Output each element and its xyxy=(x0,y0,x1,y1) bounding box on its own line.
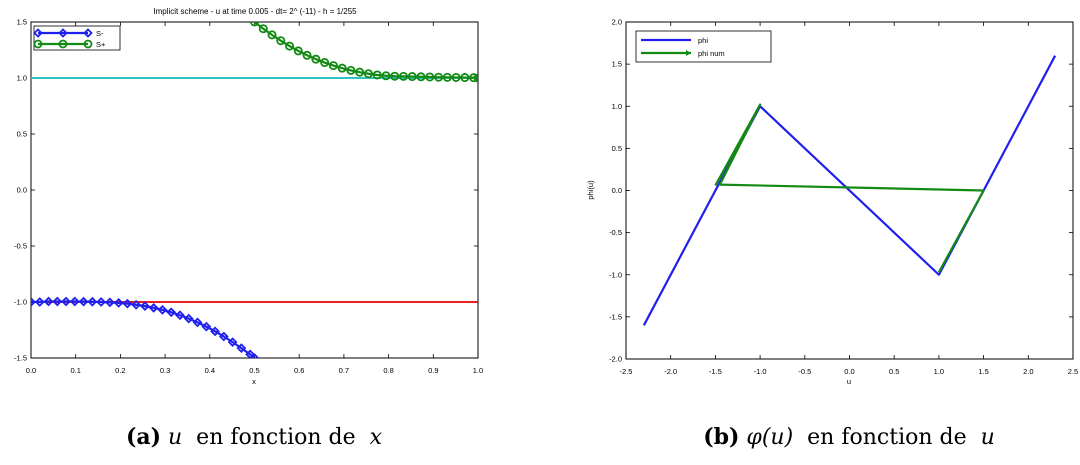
chart-b-x-tick-label: 0.5 xyxy=(888,367,900,376)
chart-b-x-tick-label: -0.5 xyxy=(798,367,812,376)
chart-b-x-tick-label: 1.5 xyxy=(978,367,989,376)
caption-b-var1: φ(u) xyxy=(746,425,794,450)
chart-a-x-axis-label: x xyxy=(252,377,256,386)
legend-label-s-plus: S+ xyxy=(96,40,106,49)
chart-a-y-tick-label: -1.5 xyxy=(14,353,27,363)
chart-phi-vs-u xyxy=(586,18,1078,450)
legend-label-phi-num: phi num xyxy=(698,49,725,58)
legend-label-phi: phi xyxy=(698,36,709,45)
chart-b-y-tick-label: -2.0 xyxy=(609,354,622,364)
caption-b-mid: en fonction de xyxy=(800,425,974,450)
chart-b-y-tick-label: 0.0 xyxy=(611,186,622,196)
chart-a-x-tick-label: 0.9 xyxy=(428,366,439,375)
chart-b-y-tick-label: -1.0 xyxy=(609,270,622,280)
chart-a-y-tick-label: -1.0 xyxy=(14,297,27,307)
chart-a-x-tick-label: 0.5 xyxy=(249,366,260,375)
caption-a-var1: u xyxy=(168,425,183,450)
chart-a-y-tick-label: -0.5 xyxy=(14,241,27,251)
chart-a-x-tick-label: 0.6 xyxy=(293,366,305,375)
chart-a-x-tick-label: 0.0 xyxy=(25,366,37,375)
chart-a-y-tick-label: 0.5 xyxy=(16,129,27,139)
chart-a-x-tick-label: 0.2 xyxy=(115,366,126,375)
chart-b-x-tick-label: -1.5 xyxy=(708,367,722,376)
chart-b-x-tick-label: -2.5 xyxy=(619,367,633,376)
chart-b-x-axis-label: u xyxy=(846,377,852,386)
chart-a-y-tick-label: 1.5 xyxy=(16,17,27,27)
chart-a-x-tick-label: 0.4 xyxy=(204,366,216,375)
chart-u-vs-x xyxy=(14,7,483,450)
chart-a-y-tick-label: 1.0 xyxy=(16,73,27,83)
chart-b-x-tick-label: -1.0 xyxy=(753,367,767,376)
chart-b-y-axis-label: phi(u) xyxy=(586,180,595,200)
chart-a-x-tick-label: 1.0 xyxy=(472,366,484,375)
caption-b-var2: u xyxy=(980,425,995,450)
chart-a-title: Implicit scheme - u at time 0.005 - dt= 2^ (-11) - h = 1/255 xyxy=(153,7,357,16)
chart-a-legend xyxy=(34,26,120,50)
chart-a-x-tick-label: 0.1 xyxy=(70,366,81,375)
chart-b-y-tick-label: 1.0 xyxy=(611,101,622,111)
caption-a xyxy=(126,424,383,450)
caption-a-var2: x xyxy=(369,425,383,450)
legend-label-s-minus: S- xyxy=(96,29,104,38)
chart-b-y-tick-label: 1.5 xyxy=(611,59,622,69)
chart-a-y-tick-label: 0.0 xyxy=(16,185,27,195)
chart-b-x-tick-label: 2.0 xyxy=(1023,367,1034,376)
chart-a-x-tick-label: 0.3 xyxy=(159,366,171,375)
chart-a-x-tick-label: 0.7 xyxy=(338,366,350,375)
chart-b-x-tick-label: 2.5 xyxy=(1067,367,1079,376)
caption-b-label: (b) xyxy=(703,424,740,450)
chart-b-x-tick-label: 1.0 xyxy=(933,367,945,376)
caption-b xyxy=(703,424,995,450)
chart-b-x-tick-label: 0.0 xyxy=(844,367,855,376)
chart-b-legend xyxy=(636,31,771,62)
chart-a-x-tick-label: 0.8 xyxy=(383,366,394,375)
chart-b-y-tick-label: 0.5 xyxy=(611,143,622,153)
caption-a-mid: en fonction de xyxy=(189,425,363,450)
chart-b-y-tick-label: -0.5 xyxy=(609,228,622,238)
chart-a-legend-box xyxy=(34,26,120,50)
chart-b-y-tick-label: -1.5 xyxy=(609,312,622,322)
chart-b-x-tick-label: -2.0 xyxy=(664,367,678,376)
chart-b-y-tick-label: 2.0 xyxy=(611,17,622,27)
caption-a-label: (a) xyxy=(125,424,162,450)
